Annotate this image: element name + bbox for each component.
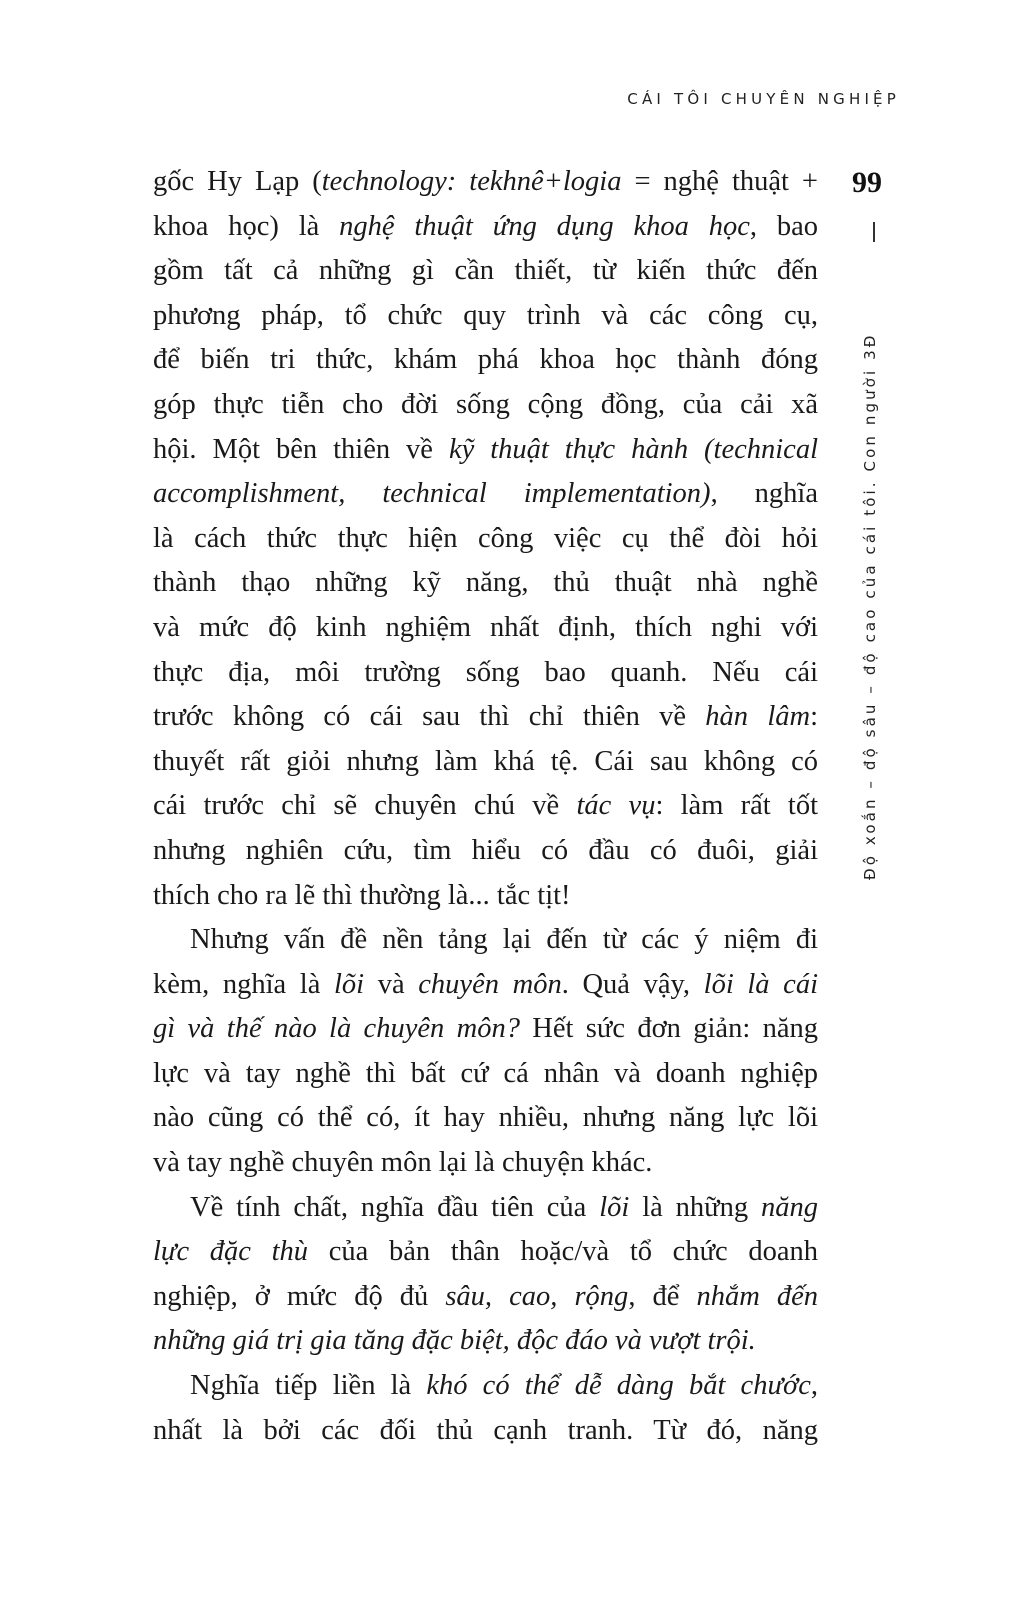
text-run: = nghệ thuật + [621, 166, 818, 197]
running-head: CÁI TÔI CHUYÊN NGHIỆP [627, 90, 900, 108]
text-run: : làm rất tốt [655, 790, 819, 822]
italic-text: kỹ thuật thực hành (technical [448, 433, 818, 465]
text-run: là cách thức thực hiện công việc cụ thể đòi hỏi [153, 522, 818, 554]
text-line [153, 205, 818, 250]
italic-text: những giá trị gia tăng đặc biệt, độc đáo và vượt trội. [153, 1325, 756, 1357]
text-run: nhưng nghiên cứu, tìm hiểu có đầu có đuôi, giải [153, 834, 818, 866]
italic-text: khó có thể dễ dàng bắt chước [426, 1370, 811, 1402]
text-line [153, 740, 818, 785]
text-run: , để [628, 1280, 697, 1312]
italic-text: gì và thế nào là chuyên môn? [153, 1013, 520, 1045]
text-run: thích cho ra lẽ thì thường là... tắc tịt! [153, 879, 571, 911]
text-run: nào cũng có thể có, ít hay nhiều, nhưng năng lực lõi [153, 1102, 818, 1134]
text-run: góp thực tiễn cho đời sống cộng đồng, của cải xã [153, 388, 818, 420]
text-line [153, 472, 818, 517]
text-run: kèm, nghĩa là [153, 968, 334, 1000]
text-run: và [364, 968, 419, 1000]
text-run: Nhưng vấn đề nền tảng lại đến từ các ý niệm đi [190, 924, 818, 956]
text-run: , nghĩa [710, 478, 818, 510]
italic-text: hàn lâm [705, 701, 811, 733]
text-run: thành thạo những kỹ năng, thủ thuật nhà nghề [153, 567, 818, 599]
italic-text: lõi [334, 968, 365, 1000]
text-line [153, 1096, 818, 1141]
italic-text: lõi là cái [703, 968, 819, 1000]
text-run: , [810, 1370, 818, 1402]
text-run: lực và tay nghề thì bất cứ cá nhân và doanh nghiệp [153, 1057, 818, 1089]
text-line [153, 606, 818, 651]
text-run: nhất là bởi các đối thủ cạnh tranh. Từ đó, năng [153, 1414, 818, 1446]
text-line [153, 160, 818, 205]
side-book-title: Độ xoắn – độ sâu – độ cao của cái tôi. Con người 3Đ [861, 332, 879, 880]
text-line [153, 918, 818, 963]
text-run: trước không có cái sau thì chỉ thiên về [153, 701, 706, 733]
text-line [153, 1007, 818, 1052]
italic-text: tác vụ [576, 790, 656, 822]
text-line [153, 1409, 818, 1454]
text-run: nghiệp, ở mức độ đủ [153, 1280, 446, 1312]
text-line [153, 1141, 818, 1186]
page-number: 99 [852, 166, 882, 199]
text-run: , bao [749, 210, 819, 242]
text-run: Về tính chất, nghĩa đầu tiên của [190, 1191, 600, 1223]
text-line [153, 1364, 818, 1409]
italic-text: technology: tekhnê+logia [321, 166, 622, 197]
text-run: phương pháp, tổ chức quy trình và các công cụ, [153, 299, 818, 331]
italic-text: chuyên môn [418, 968, 562, 1000]
text-run: hội. Một bên thiên về [153, 433, 449, 465]
text-line [153, 1319, 818, 1364]
text-line [153, 249, 818, 294]
text-run: và tay nghề chuyên môn lại là chuyện khác. [153, 1147, 653, 1179]
text-line [153, 338, 818, 383]
italic-text: lực đặc thù [153, 1236, 309, 1268]
text-run: của bản thân hoặc/và tổ chức doanh [308, 1236, 818, 1268]
text-run: là những [629, 1191, 762, 1223]
text-run: . Quả vậy, [561, 968, 704, 1000]
text-run: gồm tất cả những gì cần thiết, từ kiến thức đến [153, 255, 818, 287]
text-run: gốc Hy Lạp ( [153, 166, 322, 197]
text-line [153, 428, 818, 473]
text-run: cái trước chỉ sẽ chuyên chú về [153, 790, 577, 822]
text-line [153, 963, 818, 1008]
text-run: Nghĩa tiếp liền là [190, 1370, 427, 1402]
text-line [153, 1052, 818, 1097]
italic-text: nhắm đến [696, 1280, 819, 1312]
italic-text: năng [761, 1191, 819, 1223]
side-divider [873, 222, 875, 242]
text-line [153, 561, 818, 606]
text-run: : [810, 701, 819, 733]
italic-text: nghệ thuật ứng dụng khoa học [339, 210, 750, 242]
text-line [153, 784, 818, 829]
text-run: khoa học) là [153, 210, 340, 242]
text-line [153, 651, 818, 696]
body-text [153, 160, 818, 1453]
italic-text: sâu, cao, rộng [445, 1280, 629, 1312]
text-run: thuyết rất giỏi nhưng làm khá tệ. Cái sau không có [153, 745, 818, 777]
text-run: thực địa, môi trường sống bao quanh. Nếu cái [153, 656, 818, 688]
text-line [153, 383, 818, 428]
italic-text: lõi [599, 1191, 630, 1223]
text-line [153, 1186, 818, 1231]
text-run: để biến tri thức, khám phá khoa học thành đóng [153, 344, 818, 376]
text-line [153, 1275, 818, 1320]
text-run: Hết sức đơn giản: năng [519, 1013, 819, 1045]
text-line [153, 517, 818, 562]
text-line [153, 874, 818, 919]
italic-text: accomplishment, technical implementation) [153, 478, 711, 510]
text-line [153, 294, 818, 339]
text-line [153, 829, 818, 874]
text-line [153, 1230, 818, 1275]
text-run: và mức độ kinh nghiệm nhất định, thích nghi với [153, 611, 818, 643]
text-line [153, 695, 818, 740]
